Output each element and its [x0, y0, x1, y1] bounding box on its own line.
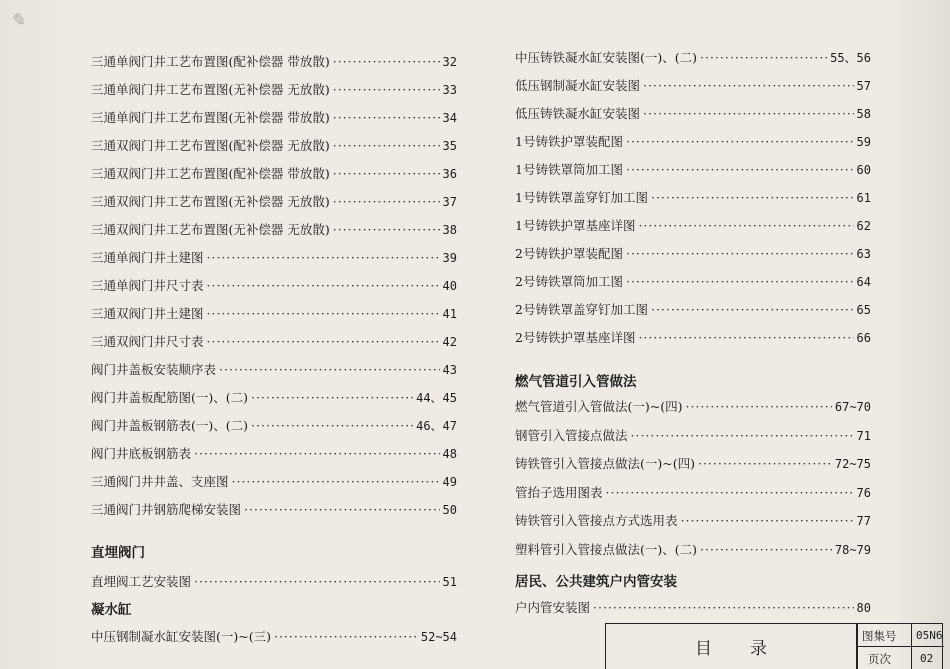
toc-entry-title: 管抬子选用图表 — [515, 484, 603, 500]
leader-dots — [643, 106, 854, 121]
leader-dots — [631, 428, 854, 443]
toc-entry — [91, 192, 457, 210]
leader-dots — [251, 390, 413, 405]
toc-entry-title: 1号铸铁护罩基座详图 — [515, 218, 636, 233]
toc-entry-page: 60 — [856, 163, 871, 177]
leader-dots — [698, 456, 832, 471]
toc-entry-title: 三通阀门井钢筋爬梯安装图 — [91, 502, 242, 517]
toc-entry — [515, 328, 871, 346]
toc-entry-title: 阀门井盖板配筋图(一)、(二) — [91, 390, 249, 405]
leader-dots — [700, 50, 827, 65]
leader-dots — [207, 306, 440, 321]
toc-entry-page: 42 — [442, 335, 457, 349]
toc-entry-page: 34 — [442, 111, 457, 125]
toc-entry — [91, 276, 457, 294]
toc-entry-page: 62 — [856, 219, 871, 233]
leader-dots — [244, 502, 440, 517]
left-margin-strip — [0, 0, 75, 669]
toc-entry — [515, 272, 871, 290]
leader-dots — [333, 166, 440, 181]
toc-entry-title: 2号铸铁罩筒加工图 — [515, 274, 623, 289]
toc-entry — [91, 332, 457, 350]
toc-entry — [515, 188, 871, 206]
leader-dots — [700, 542, 832, 557]
toc-entry-page: 57 — [856, 79, 871, 93]
toc-entry-page: 41 — [442, 307, 457, 321]
toc-entry-page: 58 — [856, 107, 871, 121]
leader-dots — [626, 274, 854, 289]
toc-entry-title: 1号铸铁罩筒加工图 — [515, 162, 623, 177]
toc-entry — [515, 132, 871, 150]
toc-entry-page: 43 — [442, 363, 457, 377]
toc-entry-title: 三通单阀门井土建图 — [91, 250, 204, 265]
leader-dots — [207, 334, 440, 349]
leader-dots — [207, 278, 440, 293]
toc-entry — [91, 500, 457, 518]
toc-entry — [91, 472, 457, 490]
toc-entry-title: 燃气管道引入管做法(一)~(四) — [515, 399, 683, 414]
leader-dots — [194, 574, 440, 589]
toc-entry-title: 1号铸铁护罩装配图 — [515, 134, 623, 149]
toc-entry — [91, 80, 457, 98]
atlas-number-label: 图集号 — [862, 629, 897, 643]
toc-entry-title: 三通双阀门井尺寸表 — [91, 334, 204, 349]
toc-entry-title: 低压钢制凝水缸安装图 — [515, 78, 641, 93]
toc-entry-title: 1号铸铁罩盖穿钉加工图 — [515, 190, 648, 205]
toc-entry — [91, 52, 457, 70]
toc-entry-title: 阀门井底板钢筋表 — [91, 446, 192, 461]
leader-dots — [333, 138, 440, 153]
toc-entry — [515, 426, 871, 444]
toc-entry — [515, 598, 871, 616]
leader-dots — [626, 246, 854, 261]
leader-dots — [626, 134, 854, 149]
leader-dots — [638, 330, 853, 345]
toc-entry — [515, 397, 871, 415]
toc-entry — [515, 483, 871, 501]
toc-entry — [515, 160, 871, 178]
toc-entry — [91, 627, 457, 645]
toc-entry-page: 32 — [442, 55, 457, 69]
toc-entry — [515, 300, 871, 318]
toc-entry-page: 48 — [442, 447, 457, 461]
toc-entry — [515, 454, 871, 472]
toc-entry — [91, 108, 457, 126]
leader-dots — [333, 110, 440, 125]
toc-entry-title: 直埋阀工艺安装图 — [91, 574, 192, 589]
toc-entry-page: 76 — [856, 485, 871, 500]
toc-entry-page: 55、56 — [830, 51, 871, 65]
toc-entry-title: 2号铸铁罩盖穿钉加工图 — [515, 302, 648, 317]
page-number-label: 页次 — [868, 652, 891, 666]
toc-entry-page: 46、47 — [416, 419, 457, 433]
toc-entry-title: 阀门井盖板钢筋表(一)、(二) — [91, 418, 249, 433]
toc-entry-page: 65 — [856, 303, 871, 317]
toc-entry-title: 铸铁管引入管接点做法(一)~(四) — [515, 456, 695, 472]
toc-entry-page: 33 — [442, 83, 457, 97]
leader-dots — [207, 250, 440, 265]
toc-entry-page: 67~70 — [834, 400, 871, 414]
leader-dots — [194, 446, 440, 461]
toc-entry — [91, 360, 457, 378]
leader-dots — [251, 418, 413, 433]
toc-entry-page: 71 — [856, 428, 871, 443]
toc-entry-page: 37 — [442, 195, 457, 209]
toc-entry-page: 40 — [442, 279, 457, 293]
toc-entry-page: 49 — [442, 475, 457, 489]
toc-entry-title: 三通双阀门井工艺布置图(配补偿器 带放散) — [91, 166, 330, 181]
toc-entry-title: 三通单阀门井工艺布置图(配补偿器 带放散) — [91, 54, 330, 69]
title-block — [605, 623, 943, 669]
leader-dots — [606, 485, 854, 500]
section-heading-gas-inlet: 燃气管道引入管做法 — [515, 374, 637, 390]
right-margin-strip — [898, 0, 950, 669]
toc-entry-title: 低压铸铁凝水缸安装图 — [515, 106, 641, 121]
leader-dots — [651, 190, 854, 205]
toc-entry-title: 铸铁管引入管接点方式选用表 — [515, 513, 678, 529]
toc-entry-title: 中压铸铁凝水缸安装图(一)、(二) — [515, 50, 698, 65]
toc-entry — [515, 48, 871, 66]
toc-entry-title: 2号铸铁护罩基座详图 — [515, 330, 636, 345]
toc-entry-title: 户内管安装图 — [515, 600, 591, 615]
toc-entry-page: 50 — [442, 503, 457, 517]
title-block-divider — [856, 646, 944, 647]
toc-entry-page: 80 — [856, 601, 871, 615]
leader-dots — [626, 162, 854, 177]
toc-entry-page: 51 — [442, 575, 457, 589]
toc-entry-page: 36 — [442, 167, 457, 181]
leader-dots — [219, 362, 440, 377]
leader-dots — [232, 474, 440, 489]
toc-entry-title: 三通阀门井井盖、支座图 — [91, 474, 229, 489]
atlas-number-value: 05N6 — [916, 629, 943, 642]
toc-entry-page: 77 — [856, 514, 871, 529]
toc-entry-title: 三通双阀门井工艺布置图(无补偿器 无放散) — [91, 194, 330, 209]
leader-dots — [638, 218, 853, 233]
toc-entry — [91, 220, 457, 238]
toc-entry — [515, 511, 871, 529]
toc-entry-page: 39 — [442, 251, 457, 265]
section-heading-direct-buried: 直埋阀门 — [91, 545, 145, 561]
leader-dots — [681, 513, 854, 528]
toc-entry-title: 2号铸铁护罩装配图 — [515, 246, 623, 261]
leader-dots — [333, 194, 440, 209]
toc-entry — [91, 416, 457, 434]
page-number-value: 02 — [920, 652, 934, 665]
toc-entry — [515, 216, 871, 234]
toc-entry — [515, 540, 871, 558]
toc-entry — [515, 76, 871, 94]
toc-entry-title: 三通单阀门井尺寸表 — [91, 278, 204, 293]
toc-entry-title: 三通双阀门井土建图 — [91, 306, 204, 321]
toc-entry-page: 66 — [856, 331, 871, 345]
leader-dots — [643, 78, 854, 93]
toc-entry — [515, 104, 871, 122]
toc-entry — [91, 304, 457, 322]
toc-entry-page: 61 — [856, 191, 871, 205]
toc-entry-title: 阀门井盖板安装顺序表 — [91, 362, 217, 377]
toc-entry-title: 中压钢制凝水缸安装图(一)~(三) — [91, 629, 271, 644]
leader-dots — [333, 82, 440, 97]
toc-entry-page: 52~54 — [420, 630, 457, 644]
toc-entry-title: 钢管引入管接点做法 — [515, 427, 628, 443]
toc-entry — [91, 388, 457, 406]
toc-entry — [91, 248, 457, 266]
toc-entry-page: 63 — [856, 247, 871, 261]
leader-dots — [593, 600, 854, 615]
handwriting-mark: ✎ — [10, 10, 26, 31]
leader-dots — [274, 629, 418, 644]
toc-entry-page: 78~79 — [834, 543, 871, 557]
leader-dots — [333, 54, 440, 69]
toc-entry — [91, 136, 457, 154]
section-heading-drip: 凝水缸 — [91, 602, 132, 618]
toc-entry — [91, 444, 457, 462]
toc-entry-page: 59 — [856, 135, 871, 149]
toc-entry — [91, 572, 457, 590]
toc-entry-page: 72~75 — [834, 457, 871, 472]
leader-dots — [651, 302, 854, 317]
toc-entry-page: 64 — [856, 275, 871, 289]
toc-entry-page: 44、45 — [416, 391, 457, 405]
toc-entry-title: 三通双阀门井工艺布置图(配补偿器 无放散) — [91, 138, 330, 153]
toc-entry — [515, 244, 871, 262]
toc-entry-title: 三通双阀门井工艺布置图(无补偿器 无放散) — [91, 222, 330, 237]
toc-entry-page: 35 — [442, 139, 457, 153]
toc-entry-title: 三通单阀门井工艺布置图(无补偿器 无放散) — [91, 82, 330, 97]
toc-entry-title: 塑料管引入管接点做法(一)、(二) — [515, 542, 698, 557]
title-block-title: 目录 — [695, 639, 805, 659]
leader-dots — [333, 222, 440, 237]
title-block-divider — [911, 624, 912, 669]
section-heading-indoor: 居民、公共建筑户内管安装 — [515, 574, 677, 590]
leader-dots — [685, 399, 831, 414]
toc-entry — [91, 164, 457, 182]
toc-entry-title: 三通单阀门井工艺布置图(无补偿器 带放散) — [91, 110, 330, 125]
toc-entry-page: 38 — [442, 223, 457, 237]
